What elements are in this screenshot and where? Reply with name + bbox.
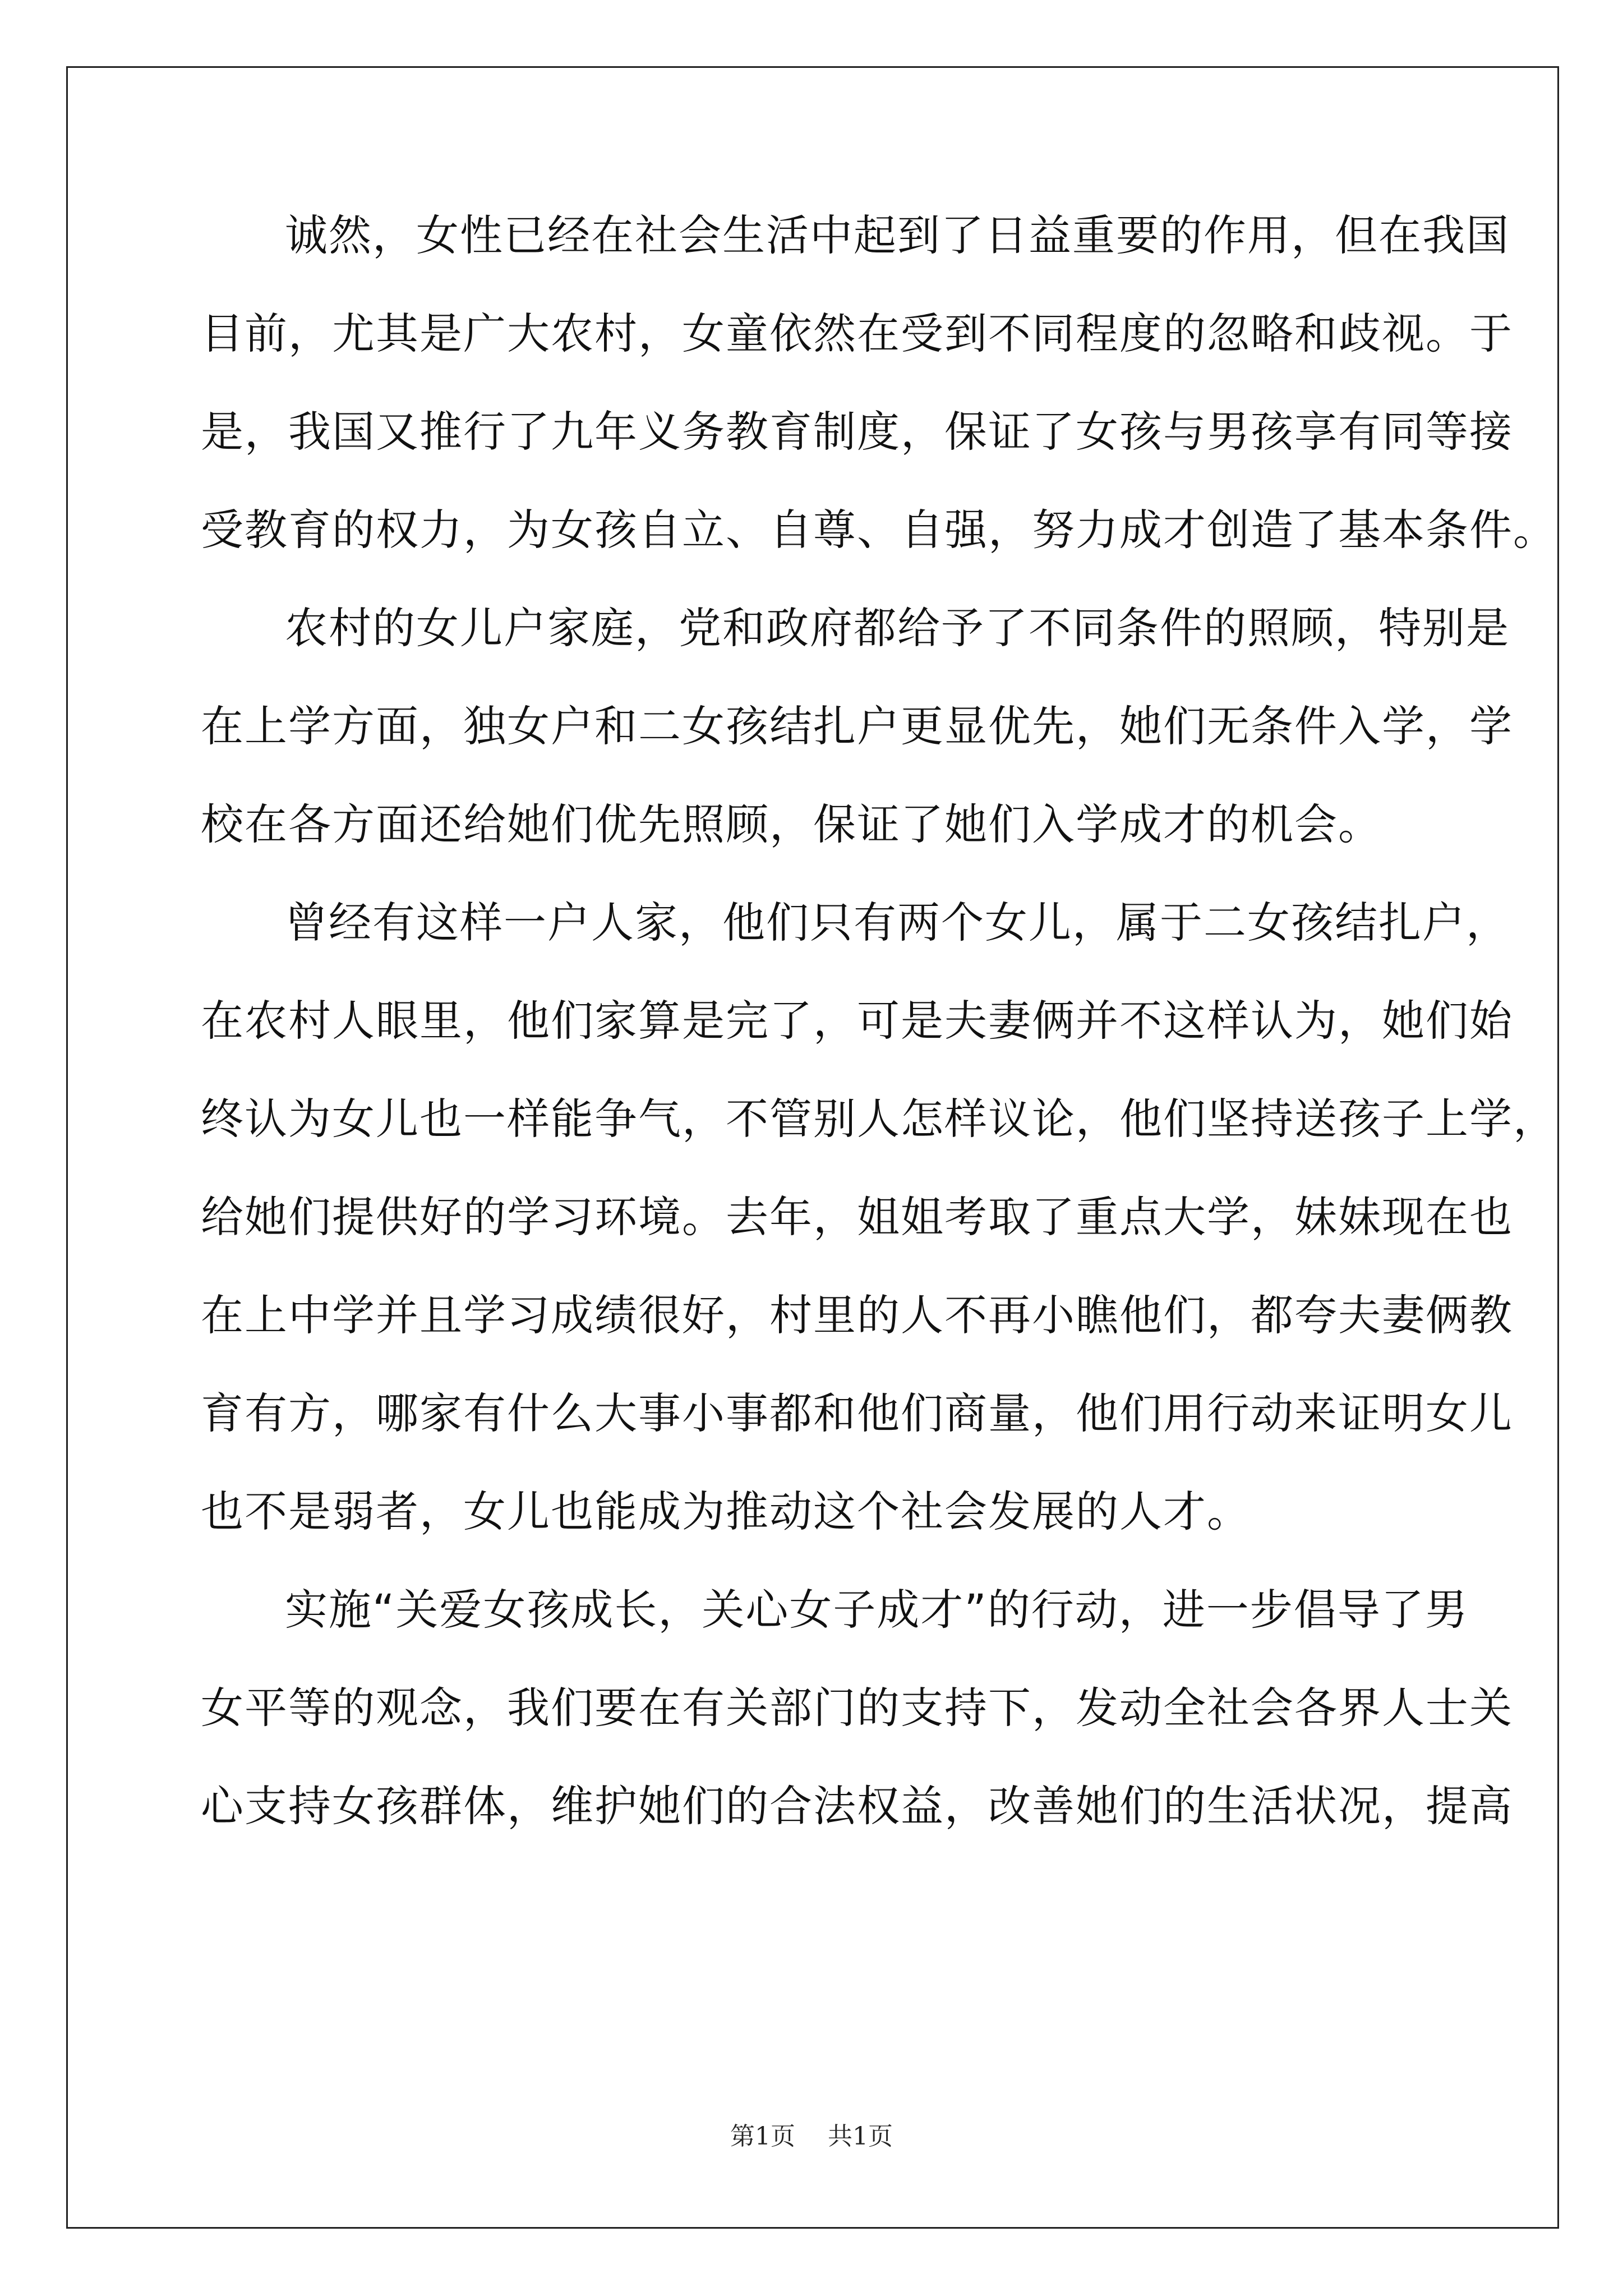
paragraph-4-line-3: 心支持女孩群体，维护她们的合法权益，改善她们的生活状况，提高 bbox=[201, 1781, 1513, 1831]
paragraph-4-line-2: 女平等的观念，我们要在有关部门的支持下，发动全社会各界人士关 bbox=[201, 1683, 1513, 1733]
paragraph-3-line-5: 在上中学并且学习成绩很好，村里的人不再小瞧他们，都夸夫妻俩教 bbox=[201, 1290, 1513, 1340]
document-body bbox=[201, 210, 1557, 1883]
paragraph-3-line-4: 给她们提供好的学习环境。去年，姐姐考取了重点大学，妹妹现在也 bbox=[201, 1192, 1513, 1242]
paragraph-1-line-1: 诚然，女性已经在社会生活中起到了日益重要的作用，但在我国 bbox=[285, 210, 1510, 260]
paragraph-1-line-3: 是，我国又推行了九年义务教育制度，保证了女孩与男孩享有同等接 bbox=[201, 407, 1513, 457]
page-total: 共1页 bbox=[828, 2122, 893, 2151]
paragraph-2-line-3: 校在各方面还给她们优先照顾，保证了她们入学成才的机会。 bbox=[201, 799, 1382, 849]
paragraph-3-line-6: 育有方，哪家有什么大事小事都和他们商量，他们用行动来证明女儿 bbox=[201, 1388, 1513, 1438]
paragraph-2-line-2: 在上学方面，独女户和二女孩结扎户更显优先，她们无条件入学，学 bbox=[201, 701, 1513, 751]
paragraph-3-line-3: 终认为女儿也一样能争气，不管别人怎样议论，他们坚持送孩子上学， bbox=[201, 1094, 1557, 1144]
paragraph-2-line-1: 农村的女儿户家庭，党和政府都给予了不同条件的照顾，特别是 bbox=[285, 603, 1510, 653]
paragraph-3-line-2: 在农村人眼里，他们家算是完了，可是夫妻俩并不这样认为，她们始 bbox=[201, 996, 1513, 1046]
paragraph-3-line-7: 也不是弱者，女儿也能成为推动这个社会发展的人才。 bbox=[201, 1487, 1251, 1536]
paragraph-3-line-1: 曾经有这样一户人家，他们只有两个女儿，属于二女孩结扎户， bbox=[285, 898, 1510, 947]
paragraph-1-line-2: 目前，尤其是广大农村，女童依然在受到不同程度的忽略和歧视。于 bbox=[201, 309, 1513, 358]
paragraph-4-line-1: 实施“关爱女孩成长，关心女子成才”的行动，进一步倡导了男 bbox=[285, 1585, 1469, 1635]
page-footer bbox=[0, 2124, 1623, 2149]
paragraph-1-line-4: 受教育的权力，为女孩自立、自尊、自强，努力成才创造了基本条件。 bbox=[201, 505, 1557, 555]
page-number: 第1页 bbox=[730, 2122, 795, 2151]
